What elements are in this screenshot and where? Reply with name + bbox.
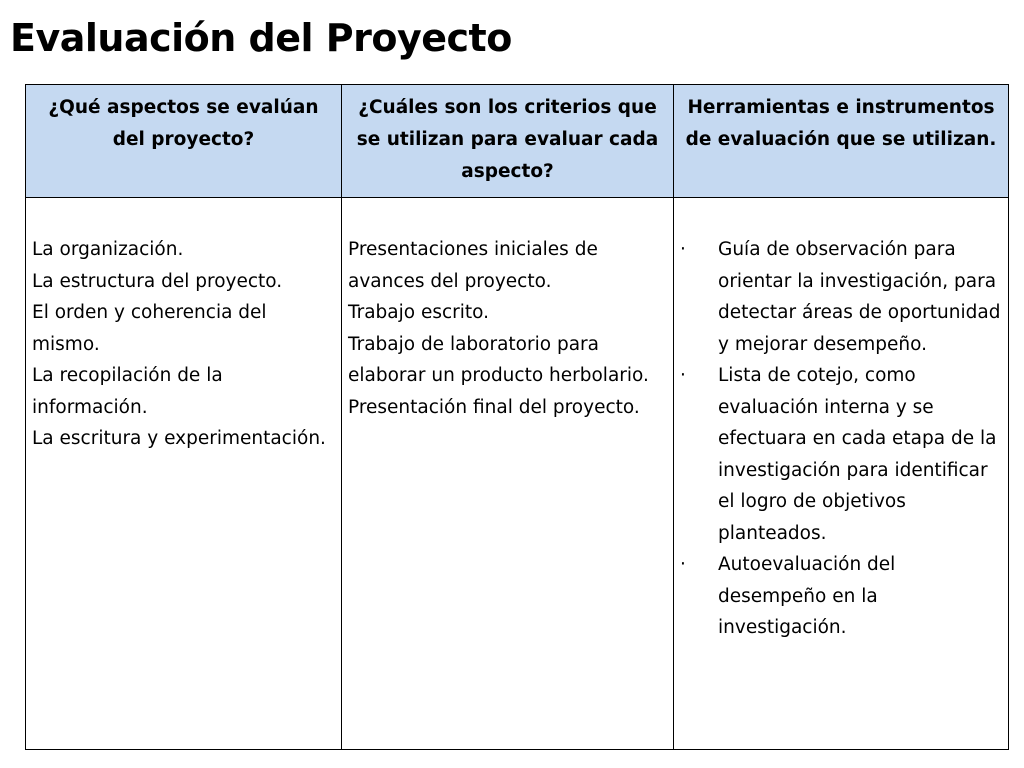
aspect-item: La escritura y experimentación.	[32, 428, 326, 449]
evaluation-table	[25, 84, 1009, 750]
header-aspects: ¿Qué aspectos se evalúan del proyecto?	[26, 85, 342, 198]
tool-item	[680, 234, 1002, 360]
tool-text: Guía de observación para orientar la investigación, para detectar áreas de oportunidad y mejorar desempeño.	[718, 239, 1001, 355]
header-row	[26, 85, 1009, 198]
content-row	[26, 198, 1009, 750]
tool-item	[680, 549, 1002, 644]
aspect-item: La recopilación de la información.	[32, 365, 223, 418]
header-criteria: ¿Cuáles son los criterios que se utilizan para evaluar cada aspecto?	[342, 85, 674, 198]
aspect-item: La estructura del proyecto.	[32, 270, 283, 292]
criteria-item: Trabajo de laboratorio para elaborar un producto herbolario.	[348, 333, 649, 386]
criteria-cell	[342, 198, 674, 750]
bullet-icon: ·	[680, 554, 686, 575]
tool-text: Autoevaluación del desempeño en la investigación.	[718, 554, 896, 638]
bullet-icon: ·	[680, 365, 686, 386]
criteria-item: Presentaciones iniciales de avances del proyecto.	[348, 239, 598, 292]
aspect-item: La organización.	[32, 239, 184, 260]
tools-cell	[674, 198, 1009, 750]
aspect-item: El orden y coherencia del mismo.	[32, 302, 267, 355]
criteria-item: Trabajo escrito.	[348, 302, 490, 323]
slide-title: Evaluación del Proyecto	[10, 16, 512, 60]
header-tools: Herramientas e instrumentos de evaluación que se utilizan.	[674, 85, 1009, 198]
tool-item	[680, 360, 1002, 549]
aspects-cell	[26, 198, 342, 750]
criteria-item: Presentación final del proyecto.	[348, 396, 640, 418]
tool-text: Lista de cotejo, como evaluación interna y se efectuara en cada etapa de la investigación para identificar el logro de objetivos planteados.	[718, 365, 997, 544]
tools-list	[680, 234, 1002, 644]
bullet-icon: ·	[680, 239, 686, 260]
